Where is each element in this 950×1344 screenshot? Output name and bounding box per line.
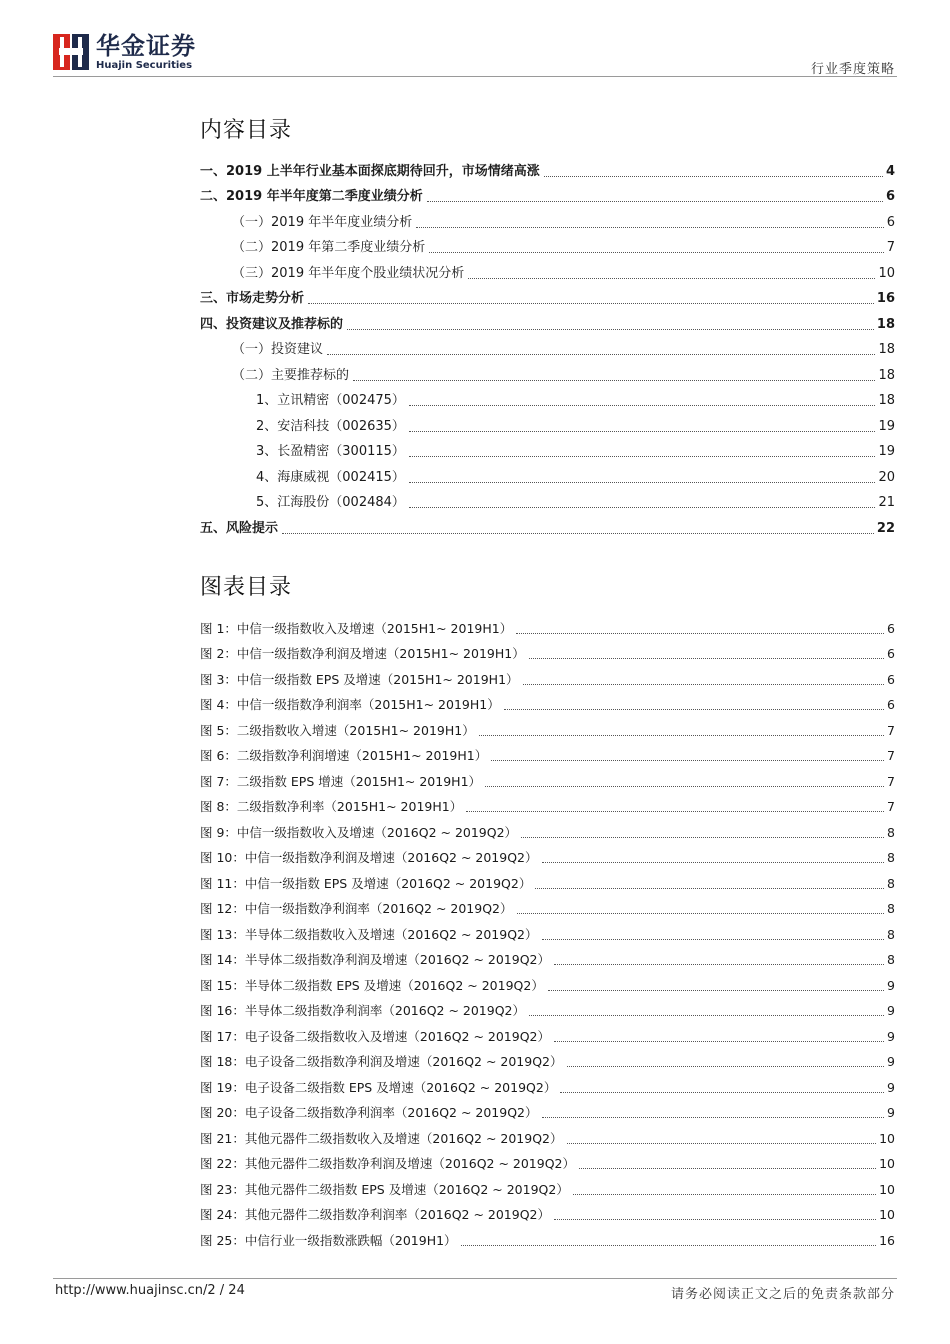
entry-page-number: 7 bbox=[886, 240, 895, 255]
entry-label: 三、市场走势分析 bbox=[200, 291, 305, 306]
entry-page-number: 10 bbox=[879, 1181, 895, 1197]
entry-label: （三）2019 年半年度个股业绩状况分析 bbox=[232, 265, 465, 281]
dot-leader bbox=[554, 1041, 884, 1042]
entry-label: 图 10：中信一级指数净利润及增速（2016Q2 ~ 2019Q2） bbox=[200, 850, 538, 865]
dot-leader bbox=[517, 913, 885, 914]
entry-label: 图 6：二级指数净利润增速（2015H1~ 2019H1） bbox=[200, 748, 488, 763]
toc-entry[interactable] bbox=[200, 512, 895, 538]
entry-label: 图 1：中信一级指数收入及增速（2015H1~ 2019H1） bbox=[200, 620, 513, 636]
figure-entry[interactable] bbox=[200, 995, 895, 1021]
dot-leader bbox=[409, 431, 876, 432]
entry-page-number: 22 bbox=[876, 520, 895, 536]
header-divider bbox=[53, 76, 897, 77]
figure-entry[interactable] bbox=[200, 1173, 895, 1199]
entry-label: （二）主要推荐标的 bbox=[232, 367, 350, 383]
toc-entry[interactable] bbox=[200, 436, 895, 462]
footer-url[interactable]: http://www.huajinsc.cn/ bbox=[55, 1283, 208, 1298]
entry-label: 1、立讯精密（002475） bbox=[256, 393, 405, 408]
toc-title: 内容目录 bbox=[200, 118, 293, 143]
dot-leader bbox=[542, 862, 885, 863]
toc-entry[interactable] bbox=[200, 410, 895, 436]
dot-leader bbox=[491, 760, 884, 761]
figure-entry[interactable] bbox=[200, 1097, 895, 1123]
entry-page-number: 16 bbox=[876, 291, 895, 306]
dot-leader bbox=[504, 709, 884, 710]
entry-page-number: 9 bbox=[887, 1028, 895, 1044]
entry-label: （二）2019 年第二季度业绩分析 bbox=[232, 240, 426, 255]
entry-label: 图 3：中信一级指数 EPS 及增速（2015H1~ 2019H1） bbox=[200, 671, 519, 687]
entry-page-number: 18 bbox=[878, 342, 895, 357]
entry-page-number: 10 bbox=[879, 1130, 895, 1146]
entry-label: 图 17：电子设备二级指数收入及增速（2016Q2 ~ 2019Q2） bbox=[200, 1028, 551, 1044]
toc-entry[interactable] bbox=[200, 334, 895, 360]
entry-page-number: 7 bbox=[887, 799, 895, 814]
figure-entry[interactable] bbox=[200, 1122, 895, 1148]
dot-leader bbox=[567, 1143, 877, 1144]
figure-entry[interactable] bbox=[200, 714, 895, 740]
entry-page-number: 9 bbox=[887, 977, 895, 993]
figure-entry[interactable] bbox=[200, 1148, 895, 1174]
entry-label: 二、2019 年半年度第二季度业绩分析 bbox=[200, 189, 423, 204]
figure-entry[interactable] bbox=[200, 867, 895, 893]
figure-entry[interactable] bbox=[200, 740, 895, 766]
toc-entry[interactable] bbox=[200, 206, 895, 232]
toc-entry[interactable] bbox=[200, 385, 895, 411]
toc-entry[interactable] bbox=[200, 283, 895, 309]
figure-entry[interactable] bbox=[200, 663, 895, 689]
dot-leader bbox=[579, 1168, 876, 1169]
dot-leader bbox=[416, 227, 884, 228]
dot-leader bbox=[573, 1194, 876, 1195]
dot-leader bbox=[429, 252, 884, 253]
dot-leader bbox=[548, 990, 884, 991]
figure-entry[interactable] bbox=[200, 1020, 895, 1046]
entry-page-number: 4 bbox=[885, 163, 895, 179]
entry-page-number: 6 bbox=[887, 620, 895, 636]
entry-page-number: 10 bbox=[878, 265, 895, 281]
entry-label: 4、海康威视（002415） bbox=[256, 469, 405, 485]
dot-leader bbox=[529, 1015, 884, 1016]
entry-label: 图 7：二级指数 EPS 增速（2015H1~ 2019H1） bbox=[200, 773, 482, 789]
figure-entry[interactable] bbox=[200, 893, 895, 919]
figures-list bbox=[200, 612, 895, 1250]
entry-label: 图 19：电子设备二级指数 EPS 及增速（2016Q2 ~ 2019Q2） bbox=[200, 1079, 557, 1095]
entry-label: 图 25：中信行业一级指数涨跌幅（2019H1） bbox=[200, 1232, 457, 1248]
dot-leader bbox=[479, 735, 884, 736]
entry-page-number: 8 bbox=[887, 824, 895, 840]
figure-entry[interactable] bbox=[200, 791, 895, 817]
dot-leader bbox=[567, 1066, 885, 1067]
entry-label: 图 20：电子设备二级指数净利润率（2016Q2 ~ 2019Q2） bbox=[200, 1105, 538, 1120]
report-type: 行业季度策略 bbox=[810, 62, 895, 77]
entry-label: 图 15：半导体二级指数 EPS 及增速（2016Q2 ~ 2019Q2） bbox=[200, 977, 544, 993]
dot-leader bbox=[466, 811, 884, 812]
brand-name-cn: 华金证券 bbox=[96, 32, 196, 60]
entry-page-number: 8 bbox=[887, 850, 895, 865]
figure-entry[interactable] bbox=[200, 918, 895, 944]
figure-entry[interactable] bbox=[200, 1046, 895, 1072]
toc-list bbox=[200, 155, 895, 538]
toc-entry[interactable] bbox=[200, 257, 895, 283]
dot-leader bbox=[516, 633, 884, 634]
entry-page-number: 7 bbox=[887, 748, 895, 763]
entry-page-number: 10 bbox=[879, 1156, 895, 1171]
dot-leader bbox=[529, 658, 884, 659]
entry-label: 图 13：半导体二级指数收入及增速（2016Q2 ~ 2019Q2） bbox=[200, 926, 538, 942]
entry-page-number: 10 bbox=[879, 1207, 895, 1222]
entry-label: 图 11：中信一级指数 EPS 及增速（2016Q2 ~ 2019Q2） bbox=[200, 875, 532, 891]
entry-page-number: 6 bbox=[887, 671, 895, 687]
toc-entry[interactable] bbox=[200, 181, 895, 207]
entry-page-number: 18 bbox=[878, 367, 895, 383]
entry-label: 图 24：其他元器件二级指数净利润率（2016Q2 ~ 2019Q2） bbox=[200, 1207, 551, 1222]
dot-leader bbox=[327, 354, 875, 355]
toc-entry[interactable] bbox=[200, 232, 895, 258]
dot-leader bbox=[535, 888, 884, 889]
entry-label: 图 23：其他元器件二级指数 EPS 及增速（2016Q2 ~ 2019Q2） bbox=[200, 1181, 569, 1197]
toc-entry[interactable] bbox=[200, 308, 895, 334]
entry-page-number: 6 bbox=[887, 646, 895, 661]
dot-leader bbox=[409, 507, 876, 508]
dot-leader bbox=[308, 303, 874, 304]
entry-page-number: 19 bbox=[878, 418, 895, 434]
dot-leader bbox=[560, 1092, 884, 1093]
dot-leader bbox=[468, 278, 875, 279]
entry-page-number: 19 bbox=[878, 444, 895, 459]
figure-entry[interactable] bbox=[200, 765, 895, 791]
entry-label: 5、江海股份（002484） bbox=[256, 495, 405, 510]
entry-label: 图 5：二级指数收入增速（2015H1~ 2019H1） bbox=[200, 722, 475, 738]
figure-entry[interactable] bbox=[200, 689, 895, 715]
entry-page-number: 7 bbox=[887, 722, 895, 738]
entry-label: 3、长盈精密（300115） bbox=[256, 444, 405, 459]
dot-leader bbox=[409, 482, 876, 483]
footer-url-page bbox=[55, 1283, 245, 1298]
entry-page-number: 6 bbox=[885, 189, 895, 204]
figure-entry[interactable] bbox=[200, 1199, 895, 1225]
entry-label: 图 21：其他元器件二级指数收入及增速（2016Q2 ~ 2019Q2） bbox=[200, 1130, 563, 1146]
huajin-logo-icon bbox=[53, 34, 89, 70]
dot-leader bbox=[353, 380, 875, 381]
brand-name-en: Huajin Securities bbox=[96, 60, 193, 71]
entry-page-number: 20 bbox=[878, 469, 895, 485]
dot-leader bbox=[461, 1245, 877, 1246]
entry-label: 四、投资建议及推荐标的 bbox=[200, 316, 344, 332]
footer-disclaimer: 请务必阅读正文之后的免责条款部分 bbox=[670, 1287, 895, 1302]
entry-page-number: 8 bbox=[887, 901, 895, 916]
entry-page-number: 8 bbox=[887, 952, 895, 967]
entry-label: 图 8：二级指数净利率（2015H1~ 2019H1） bbox=[200, 799, 463, 814]
entry-page-number: 6 bbox=[886, 214, 895, 230]
entry-label: 2、安洁科技（002635） bbox=[256, 418, 405, 434]
figures-title: 图表目录 bbox=[200, 575, 293, 600]
entry-page-number: 21 bbox=[878, 495, 895, 510]
toc-entry[interactable] bbox=[200, 461, 895, 487]
dot-leader bbox=[485, 786, 884, 787]
entry-label: 五、风险提示 bbox=[200, 520, 279, 536]
footer-page-number: 2 / 24 bbox=[207, 1283, 245, 1298]
figure-entry[interactable] bbox=[200, 944, 895, 970]
figure-entry[interactable] bbox=[200, 816, 895, 842]
dot-leader bbox=[521, 837, 884, 838]
entry-page-number: 18 bbox=[878, 393, 895, 408]
entry-page-number: 16 bbox=[879, 1232, 895, 1248]
entry-label: 图 22：其他元器件二级指数净利润及增速（2016Q2 ~ 2019Q2） bbox=[200, 1156, 576, 1171]
page-header bbox=[0, 0, 950, 80]
entry-page-number: 9 bbox=[887, 1079, 895, 1095]
dot-leader bbox=[409, 456, 876, 457]
entry-page-number: 9 bbox=[887, 1105, 895, 1120]
entry-label: （一）2019 年半年度业绩分析 bbox=[232, 214, 413, 230]
figure-entry[interactable] bbox=[200, 612, 895, 638]
figure-entry[interactable] bbox=[200, 638, 895, 664]
entry-label: 图 2：中信一级指数净利润及增速（2015H1~ 2019H1） bbox=[200, 646, 525, 661]
entry-page-number: 9 bbox=[887, 1054, 895, 1069]
entry-page-number: 9 bbox=[887, 1003, 895, 1018]
figure-entry[interactable] bbox=[200, 842, 895, 868]
dot-leader bbox=[554, 1219, 876, 1220]
entry-page-number: 7 bbox=[887, 773, 895, 789]
dot-leader bbox=[523, 684, 885, 685]
entry-label: 图 4：中信一级指数净利润率（2015H1~ 2019H1） bbox=[200, 697, 500, 712]
entry-label: 图 18：电子设备二级指数净利润及增速（2016Q2 ~ 2019Q2） bbox=[200, 1054, 563, 1069]
dot-leader bbox=[282, 533, 874, 534]
entry-page-number: 18 bbox=[876, 316, 895, 332]
figure-entry[interactable] bbox=[200, 1224, 895, 1250]
figure-entry[interactable] bbox=[200, 969, 895, 995]
toc-entry[interactable] bbox=[200, 487, 895, 513]
entry-label: 一、2019 上半年行业基本面探底期待回升，市场情绪高涨 bbox=[200, 163, 540, 179]
dot-leader bbox=[542, 1117, 885, 1118]
entry-label: （一）投资建议 bbox=[232, 342, 324, 357]
entry-label: 图 14：半导体二级指数净利润及增速（2016Q2 ~ 2019Q2） bbox=[200, 952, 551, 967]
entry-label: 图 16：半导体二级指数净利润率（2016Q2 ~ 2019Q2） bbox=[200, 1003, 526, 1018]
dot-leader bbox=[347, 329, 874, 330]
dot-leader bbox=[554, 964, 884, 965]
figure-entry[interactable] bbox=[200, 1071, 895, 1097]
entry-page-number: 6 bbox=[887, 697, 895, 712]
toc-entry[interactable] bbox=[200, 155, 895, 181]
toc-entry[interactable] bbox=[200, 359, 895, 385]
entry-page-number: 8 bbox=[887, 926, 895, 942]
dot-leader bbox=[427, 201, 883, 202]
entry-page-number: 8 bbox=[887, 875, 895, 891]
entry-label: 图 9：中信一级指数收入及增速（2016Q2 ~ 2019Q2） bbox=[200, 824, 518, 840]
dot-leader bbox=[544, 176, 883, 177]
footer-divider bbox=[53, 1278, 897, 1279]
dot-leader bbox=[542, 939, 885, 940]
entry-label: 图 12：中信一级指数净利润率（2016Q2 ~ 2019Q2） bbox=[200, 901, 513, 916]
dot-leader bbox=[409, 405, 876, 406]
